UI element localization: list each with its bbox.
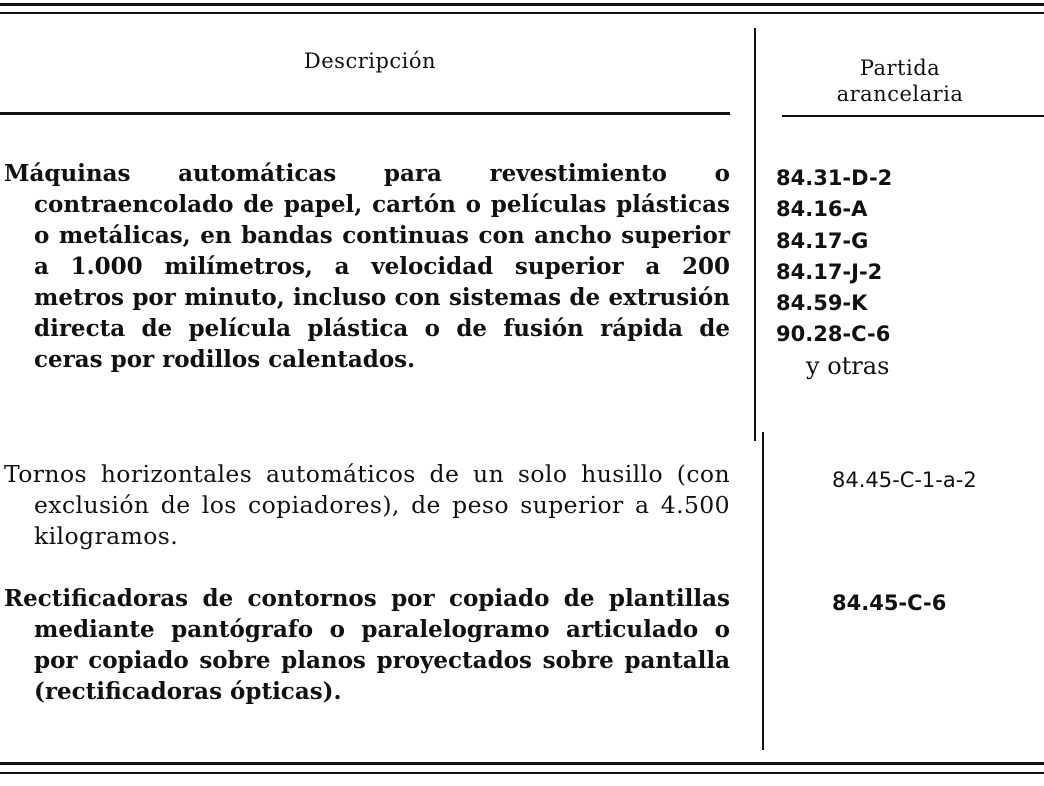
row-2-codes xyxy=(832,465,1044,496)
top-rule-thick xyxy=(0,3,1044,6)
row-1-code: 84.17-J-2 xyxy=(776,259,883,284)
row-1-code-others: y otras xyxy=(806,351,890,380)
row-2-description: Tornos horizontales automáticos de un solo husillo (con exclusión de los copiadores), de peso superior a 4.500 kilogramos. xyxy=(4,460,730,550)
row-1-codes xyxy=(776,163,996,382)
row-1-code: 90.28-C-6 xyxy=(776,322,891,347)
row-2-code: 84.45-C-1-a-2 xyxy=(832,468,977,492)
header-tariff-line1: Partida xyxy=(859,56,941,80)
header-tariff-line2: arancelaria xyxy=(836,82,964,106)
row-1-code: 84.31-D-2 xyxy=(776,166,893,190)
header-rule-left xyxy=(0,112,730,115)
header-rule-right xyxy=(782,115,1044,117)
row-3-codes xyxy=(832,588,1044,619)
column-separator-upper xyxy=(754,28,756,441)
column-separator-lower xyxy=(762,432,764,750)
row-3-description: Rectificadoras de contornos por copiado de plantillas mediante pantógrafo o paralelogramo articulado o por copiado sobre planos proyectados sobre pantalla (rectificadoras ópticas). xyxy=(4,585,730,705)
top-rule-thin xyxy=(0,12,1044,14)
row-1-description: Máquinas automáticas para revestimiento o contraencolado de papel, cartón o películas plásticas o metálicas, en bandas continuas con ancho superior a 1.000 milímetros, a velocidad superior a 200 metros por minuto, incluso con sistemas de extrusión directa de película plástica o de fusión rápida de ceras por rodillos calentados. xyxy=(4,160,730,373)
row-3-code: 84.45-C-6 xyxy=(832,591,947,615)
row-1-code: 84.17-G xyxy=(776,228,869,253)
bottom-rule-thin xyxy=(0,772,1044,774)
row-1-code: 84.59-K xyxy=(776,291,868,316)
header-description: Descripción xyxy=(303,49,437,73)
row-1-code: 84.16-A xyxy=(776,197,868,222)
bottom-rule-thick xyxy=(0,762,1044,765)
